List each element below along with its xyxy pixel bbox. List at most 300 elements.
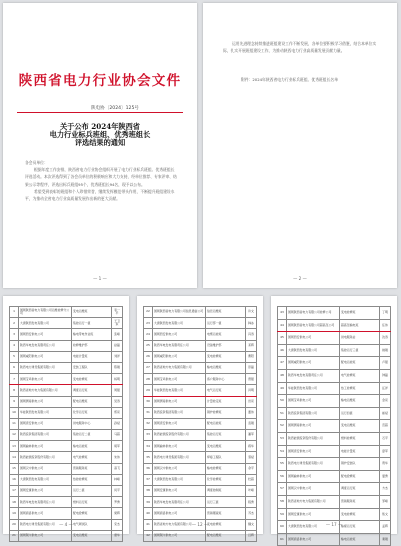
- organization-cell: 国网陕西省电力有限公司检修公司: [287, 307, 340, 320]
- organization-cell: 国网铜川供电公司: [153, 530, 206, 541]
- header-rule: [17, 112, 183, 113]
- page-number: — 1 —: [93, 276, 107, 281]
- group-cell: 电气检修班: [340, 369, 380, 382]
- table-row: [144, 374, 257, 385]
- row-number: 19: [10, 508, 19, 519]
- row-number: 28: [144, 374, 153, 385]
- group-cell: 变电运维班: [72, 530, 112, 541]
- organization-cell: 国网陕西省电力有限公司信息通信公司: [153, 307, 206, 318]
- group-cell: 计量检定班: [206, 396, 246, 407]
- group-cell: 变电运维班: [72, 307, 112, 318]
- row-number: 15: [10, 463, 19, 474]
- row-number: 35: [144, 452, 153, 463]
- table-row: [10, 418, 123, 429]
- row-number: 56: [278, 470, 287, 483]
- table-row: [10, 340, 123, 351]
- group-cell: 变电运维班: [340, 420, 380, 433]
- group-cell: 集控运行三值: [340, 344, 380, 357]
- person-cell: 方杰: [380, 483, 391, 496]
- organization-cell: 陕西电力建设集团有限公司: [153, 452, 206, 463]
- person-cell: 张峰: [112, 329, 123, 340]
- person-cell: 高飞: [112, 463, 123, 474]
- group-cell: 调度运行班: [72, 385, 112, 396]
- group-cell: 运行四值: [340, 407, 380, 420]
- person-cell: 潘军: [246, 430, 257, 441]
- row-number: 50: [278, 395, 287, 408]
- person-cell: 金亮: [380, 395, 391, 408]
- group-cell: 变电检修班: [340, 307, 380, 320]
- group-cell: 超高压输电班: [340, 319, 380, 332]
- person-cell: 崔斌: [380, 407, 391, 420]
- person-cell: 秦刚: [380, 533, 391, 546]
- row-number: 13: [10, 441, 19, 452]
- row-number: 23: [144, 318, 153, 329]
- document-number: 陕电协〔2024〕125号: [90, 106, 139, 111]
- person-cell: 范超: [380, 420, 391, 433]
- person-cell: 梁辉: [112, 508, 123, 519]
- table-row: [278, 533, 391, 546]
- person-cell: 马超: [112, 430, 123, 441]
- organization-cell: 陕西能源投资股份有限公司: [287, 432, 340, 445]
- person-cell: 廖军: [380, 445, 391, 458]
- row-number: 9: [10, 396, 19, 407]
- person-cell: 陈刚: [112, 362, 123, 373]
- group-cell: 变电检修班: [206, 351, 246, 362]
- table-row: [144, 307, 257, 318]
- table-row: [278, 445, 391, 458]
- table-row: [10, 318, 123, 329]
- notice-body: [223, 40, 377, 54]
- person-cell: 肖明: [246, 385, 257, 396]
- table-row: [10, 374, 123, 385]
- organization-cell: 国网铜川供电公司: [19, 530, 72, 541]
- document-page-list-2: [137, 296, 263, 538]
- person-cell: 姚刚: [380, 344, 391, 357]
- group-cell: 信息运维班: [206, 307, 246, 318]
- page-number: — 2 —: [293, 276, 307, 281]
- group-cell: 配电抢修班: [72, 508, 112, 519]
- group-cell: 电能计量班: [340, 445, 380, 458]
- group-cell: 输电运维班: [206, 362, 246, 373]
- row-number: 6: [10, 362, 19, 373]
- organization-cell: 国网渭南供电公司: [153, 396, 206, 407]
- table-row: [144, 418, 257, 429]
- group-cell: 供电服务中心: [72, 418, 112, 429]
- table-row: [144, 396, 257, 407]
- person-cell: 许文: [246, 307, 257, 318]
- table-row: [144, 530, 257, 541]
- table-row: [144, 385, 257, 396]
- organization-cell: 国网汉中供电公司: [19, 463, 72, 474]
- organization-cell: 陕西电力建设集团有限公司: [19, 362, 72, 373]
- group-cell: 输煤运行班: [340, 521, 380, 534]
- body-paragraph: 运用先进理念持续推进班组建设工作不断发展，各单位要积极学习借鉴，结合本单位实际，扎实开展班组建设工作，为推动陕西电力行业高质量发展贡献力量。: [223, 41, 377, 54]
- person-cell: 胡军: [112, 441, 123, 452]
- group-cell: 焊接工程队: [206, 452, 246, 463]
- row-number: 27: [144, 362, 153, 373]
- row-number: 54: [278, 445, 287, 458]
- person-cell: 李一平: [112, 307, 123, 318]
- table-row: [10, 474, 123, 485]
- organization-cell: 国网西安供电公司: [153, 329, 206, 340]
- table-row: [278, 332, 391, 345]
- organization-cell: 国网陕西省电力有限公司运维检修分公司: [19, 307, 72, 318]
- row-number: 5: [10, 351, 19, 362]
- person-cell: 朱伟: [112, 452, 123, 463]
- group-cell: 电缆运检班: [206, 329, 246, 340]
- organization-cell: 陕西省地方电力集团有限公司: [153, 519, 206, 530]
- group-cell: 集控运行二值: [72, 430, 112, 441]
- table-row: [278, 483, 391, 496]
- table-row: [144, 497, 257, 508]
- notice-title-line: 电力行业标兵班组、优秀班组长: [49, 130, 151, 140]
- row-number: 59: [278, 508, 287, 521]
- organization-cell: 陕西华电发电有限责任公司: [19, 497, 72, 508]
- organization-cell: 华能陕西发电有限公司: [19, 407, 72, 418]
- row-number: 20: [10, 519, 19, 530]
- row-number: 33: [144, 430, 153, 441]
- person-cell: 卢强: [380, 357, 391, 370]
- notice-title-line: 关于公布 2024年陕西省: [59, 122, 140, 131]
- table-row: [144, 452, 257, 463]
- person-cell: 夏勇: [380, 470, 391, 483]
- table-row: [10, 351, 123, 362]
- table-row: [278, 407, 391, 420]
- table-row: [10, 407, 123, 418]
- row-number: 11: [10, 418, 19, 429]
- table-row: [10, 463, 123, 474]
- document-page-list-3: [271, 296, 397, 541]
- organization-cell: 陕西能源投资股份有限公司: [153, 430, 206, 441]
- table-row: [10, 329, 123, 340]
- person-cell: 田亮: [246, 396, 257, 407]
- organization-cell: 陕西省地方电力集团有限公司: [287, 495, 340, 508]
- organization-cell: 国网渭南供电公司: [287, 420, 340, 433]
- row-number: 51: [278, 407, 287, 420]
- person-cell: 钟磊: [380, 369, 391, 382]
- row-number: 22: [144, 307, 153, 318]
- row-number: 44: [278, 319, 287, 332]
- page-number: — 17 —: [325, 522, 343, 527]
- organization-cell: 国网安康供电公司: [19, 486, 72, 497]
- row-number: 10: [10, 407, 19, 418]
- organization-cell: 大唐陕西发电有限公司: [19, 474, 72, 485]
- page-number: — 4 —: [59, 522, 73, 527]
- row-number: 39: [144, 497, 153, 508]
- organization-cell: 国网榆林供电公司: [19, 441, 72, 452]
- person-cell: 林峰: [112, 474, 123, 485]
- row-number: 30: [144, 396, 153, 407]
- row-number: 42: [144, 530, 153, 541]
- row-number: 3: [10, 329, 19, 340]
- group-cell: 配电运检班: [206, 418, 246, 429]
- person-cell: 熊文: [380, 508, 391, 521]
- organization-cell: 国网安康供电公司: [153, 486, 206, 497]
- organization-cell: 华能陕西发电有限公司: [153, 385, 206, 396]
- person-cell: 汪洋: [380, 382, 391, 395]
- person-cell: 韩冰: [246, 318, 257, 329]
- row-number: 25: [144, 340, 153, 351]
- person-cell: 何平: [112, 486, 123, 497]
- organization-cell: 陕西华电发电有限责任公司: [153, 340, 206, 351]
- person-cell: 沈涛: [380, 332, 391, 345]
- group-cell: 输电检修班: [206, 463, 246, 474]
- group-cell: 营销服务班: [72, 463, 112, 474]
- group-cell: 电气调试队: [72, 519, 112, 530]
- row-number: 58: [278, 495, 287, 508]
- group-cell: 运行二值: [72, 486, 112, 497]
- group-cell: 集控运行班: [206, 430, 246, 441]
- table-row: [144, 362, 257, 373]
- salutation: 各会员单位：: [25, 160, 48, 165]
- person-cell: 曾强: [246, 374, 257, 385]
- group-cell: 设备维护部: [206, 340, 246, 351]
- person-cell: 杨明: [112, 374, 123, 385]
- group-cell: 锅炉安装队: [340, 458, 380, 471]
- person-cell: 罗勇: [112, 497, 123, 508]
- table-row: [10, 362, 123, 373]
- organization-cell: 陕西华电发电有限责任公司: [287, 369, 340, 382]
- document-header: 陕西省电力行业协会文件: [18, 73, 182, 89]
- person-cell: 孟辉: [380, 521, 391, 534]
- row-number: 24: [144, 329, 153, 340]
- table-row: [278, 395, 391, 408]
- group-cell: 配电运检班: [340, 357, 380, 370]
- table-row: [144, 407, 257, 418]
- page-number: — 12 —: [191, 522, 209, 527]
- row-number: 48: [278, 369, 287, 382]
- table-row: [144, 474, 257, 485]
- row-number: 36: [144, 463, 153, 474]
- table-row: [278, 369, 391, 382]
- row-number: 4: [10, 340, 19, 351]
- person-cell: 吴涛: [112, 396, 123, 407]
- person-cell: 程勇: [246, 497, 257, 508]
- table-row: [10, 530, 123, 541]
- person-cell: 丁明: [380, 307, 391, 320]
- person-cell: 周强: [112, 385, 123, 396]
- person-cell: 孙斌: [112, 418, 123, 429]
- group-cell: 燃料运行班: [72, 497, 112, 508]
- group-cell: 变电检修班: [340, 508, 380, 521]
- organization-cell: 国网咸阳供电公司: [287, 357, 340, 370]
- organization-cell: 国网榆林供电公司: [287, 470, 340, 483]
- row-number: 53: [278, 432, 287, 445]
- table-row: [278, 420, 391, 433]
- person-cell: 董伟: [246, 407, 257, 418]
- person-cell: 任伟: [380, 319, 391, 332]
- organization-cell: 陕西省地方电力集团有限公司: [19, 385, 72, 396]
- row-number: 8: [10, 385, 19, 396]
- table-row: [10, 486, 123, 497]
- person-cell: 冯涛: [246, 329, 257, 340]
- organization-cell: 国网陕西省电力有限公司超高压公司: [287, 319, 340, 332]
- table-row: [278, 432, 391, 445]
- table-row: [278, 495, 391, 508]
- group-cell: 化学检修班: [206, 474, 246, 485]
- row-number: 37: [144, 474, 153, 485]
- organization-cell: 华能陕西发电有限公司: [287, 382, 340, 395]
- notice-title: [39, 123, 161, 148]
- row-number: 57: [278, 483, 287, 496]
- table-row: [278, 344, 391, 357]
- table-row: [144, 486, 257, 497]
- row-number: 29: [144, 385, 153, 396]
- row-number: 32: [144, 418, 153, 429]
- organization-cell: 陕西投资集团有限公司: [287, 407, 340, 420]
- group-cell: 电气运行班: [206, 385, 246, 396]
- group-cell: 热工检修班: [340, 382, 380, 395]
- row-number: 12: [10, 430, 19, 441]
- table-row: [278, 382, 391, 395]
- group-cell: 输电运检班: [340, 533, 380, 546]
- group-cell: 客户服务中心: [206, 374, 246, 385]
- person-cell: 吕辉: [246, 530, 257, 541]
- body-paragraph: 根据年度工作安排，陕西省电力行业协会组织开展了电力行业标兵班组、优秀班组长评选活动。本次评选得到了各会员单位的积极响应和大力支持，经单位推荐、专家评审、结果公示等程序，评选出标兵班组95个，优秀班组长94名，现予以公布。: [25, 167, 177, 187]
- organization-cell: 陕西电力建设集团有限公司: [287, 458, 340, 471]
- group-cell: 调度控制班: [206, 486, 246, 497]
- table-row: [144, 318, 257, 329]
- row-number: 2: [10, 318, 19, 329]
- row-number: 38: [144, 486, 153, 497]
- row-number: 21: [10, 530, 19, 541]
- row-number: 31: [144, 407, 153, 418]
- organization-cell: 国网咸阳供电公司: [153, 351, 206, 362]
- group-cell: 变电检修班: [206, 519, 246, 530]
- organization-cell: 国网安康供电公司: [287, 508, 340, 521]
- person-cell: 余平: [246, 463, 257, 474]
- person-cell: 贾华: [380, 458, 391, 471]
- organization-cell: 国网商洛供电公司: [153, 508, 206, 519]
- table-row: [278, 458, 391, 471]
- organization-cell: 国网榆林供电公司: [153, 441, 206, 452]
- organization-cell: 国网宝鸡供电公司: [287, 395, 340, 408]
- table-row: [278, 470, 391, 483]
- person-cell: 苏杰: [246, 508, 257, 519]
- table-row: [278, 357, 391, 370]
- group-cell: 变电检修班: [72, 374, 112, 385]
- organization-cell: 大唐陕西发电有限公司: [287, 521, 340, 534]
- organization-cell: 大唐陕西发电有限公司: [287, 344, 340, 357]
- row-number: 47: [278, 357, 287, 370]
- table-row: [144, 463, 257, 474]
- group-cell: 输电运维班: [340, 395, 380, 408]
- body-paragraph: 希望受到表彰的班组和个人珍惜荣誉，继续发挥模范带头作用，不断提升班组建设水平，为推动全省电力行业高质量发展作出新的更大贡献。: [25, 188, 175, 202]
- row-number: 55: [278, 458, 287, 471]
- row-number: 16: [10, 474, 19, 485]
- organization-cell: 陕西华电发电有限责任公司: [19, 340, 72, 351]
- table-row: [144, 441, 257, 452]
- organization-cell: 陕西华电发电有限责任公司: [153, 497, 206, 508]
- row-number: 34: [144, 441, 153, 452]
- table-row: [278, 307, 391, 320]
- row-number: 45: [278, 332, 287, 345]
- row-number: 60: [278, 521, 287, 534]
- row-number: 14: [10, 452, 19, 463]
- document-page-2: [203, 3, 397, 288]
- row-number: 49: [278, 382, 287, 395]
- organization-cell: 陕西能源投资股份有限公司: [19, 452, 72, 463]
- organization-cell: 陕西电力建设集团有限公司: [19, 519, 72, 530]
- person-cell: 邓辉: [246, 340, 257, 351]
- group-cell: 运行三值: [206, 497, 246, 508]
- organization-cell: 陕西省地方电力集团有限公司: [153, 362, 206, 373]
- organization-cell: 国网商洛供电公司: [287, 533, 340, 546]
- group-cell: 供电服务站: [340, 332, 380, 345]
- person-cell: 刘洋: [112, 351, 123, 362]
- group-cell: 锅炉检修班: [206, 407, 246, 418]
- table-row: [144, 329, 257, 340]
- table-row: [278, 508, 391, 521]
- group-cell: 输电带电作业班: [72, 329, 112, 340]
- person-cell: 袁刚: [246, 418, 257, 429]
- group-cell: 电气检修班: [72, 452, 112, 463]
- notice-title-line: 评选结果的通知: [74, 138, 126, 148]
- person-cell: 唐华: [112, 530, 123, 541]
- table-row: [10, 497, 123, 508]
- row-number: 17: [10, 486, 19, 497]
- notice-body: [25, 159, 177, 202]
- table-row: [144, 508, 257, 519]
- table-row: [10, 508, 123, 519]
- organization-cell: 国网延安供电公司: [19, 418, 72, 429]
- row-number: 7: [10, 374, 19, 385]
- person-cell: 曹阳: [246, 351, 257, 362]
- award-table: [277, 306, 391, 546]
- person-cell: 赵磊: [112, 340, 123, 351]
- group-cell: 安装工程队: [72, 362, 112, 373]
- organization-cell: 国网延安供电公司: [153, 418, 206, 429]
- organization-cell: 国网商洛供电公司: [19, 508, 72, 519]
- table-row: [10, 452, 123, 463]
- attachment-note: 附件：2024年陕西省电力行业标兵班组、优秀班组长名单: [241, 77, 338, 82]
- organization-cell: 国网宝鸡供电公司: [153, 374, 206, 385]
- organization-cell: 国网咸阳供电公司: [19, 351, 72, 362]
- organization-cell: 国网宝鸡供电公司: [19, 374, 72, 385]
- organization-cell: 陕西投资集团有限公司: [153, 407, 206, 418]
- person-cell: 杜超: [246, 474, 257, 485]
- organization-cell: 国网西安供电公司: [287, 332, 340, 345]
- organization-cell: 国网延安供电公司: [287, 445, 340, 458]
- table-row: [10, 385, 123, 396]
- person-cell: 彭磊: [246, 362, 257, 373]
- organization-cell: 陕西投资集团有限公司: [19, 430, 72, 441]
- person-cell: 郑亮: [112, 407, 123, 418]
- row-number: 26: [144, 351, 153, 362]
- organization-cell: 国网西安供电公司: [19, 329, 72, 340]
- organization-cell: 国网汉中供电公司: [287, 483, 340, 496]
- row-number: 43: [278, 307, 287, 320]
- person-cell: 蒋华: [246, 441, 257, 452]
- row-number: 52: [278, 420, 287, 433]
- table-row: [10, 441, 123, 452]
- person-cell: 叶峰: [246, 486, 257, 497]
- row-number: 61: [278, 533, 287, 546]
- group-cell: 配电运维班: [206, 530, 246, 541]
- table-row: [10, 307, 123, 318]
- organization-cell: 国网汉中供电公司: [153, 463, 206, 474]
- row-number: 18: [10, 497, 19, 508]
- organization-cell: 国网渭南供电公司: [19, 396, 72, 407]
- award-table: [9, 306, 123, 542]
- person-cell: 王卫东: [112, 318, 123, 329]
- row-number: 1: [10, 307, 19, 318]
- row-number: 40: [144, 508, 153, 519]
- group-cell: 调度运行班: [340, 483, 380, 496]
- organization-cell: 大唐陕西发电有限公司: [153, 474, 206, 485]
- award-table: [143, 306, 257, 542]
- person-cell: 宋杰: [112, 519, 123, 530]
